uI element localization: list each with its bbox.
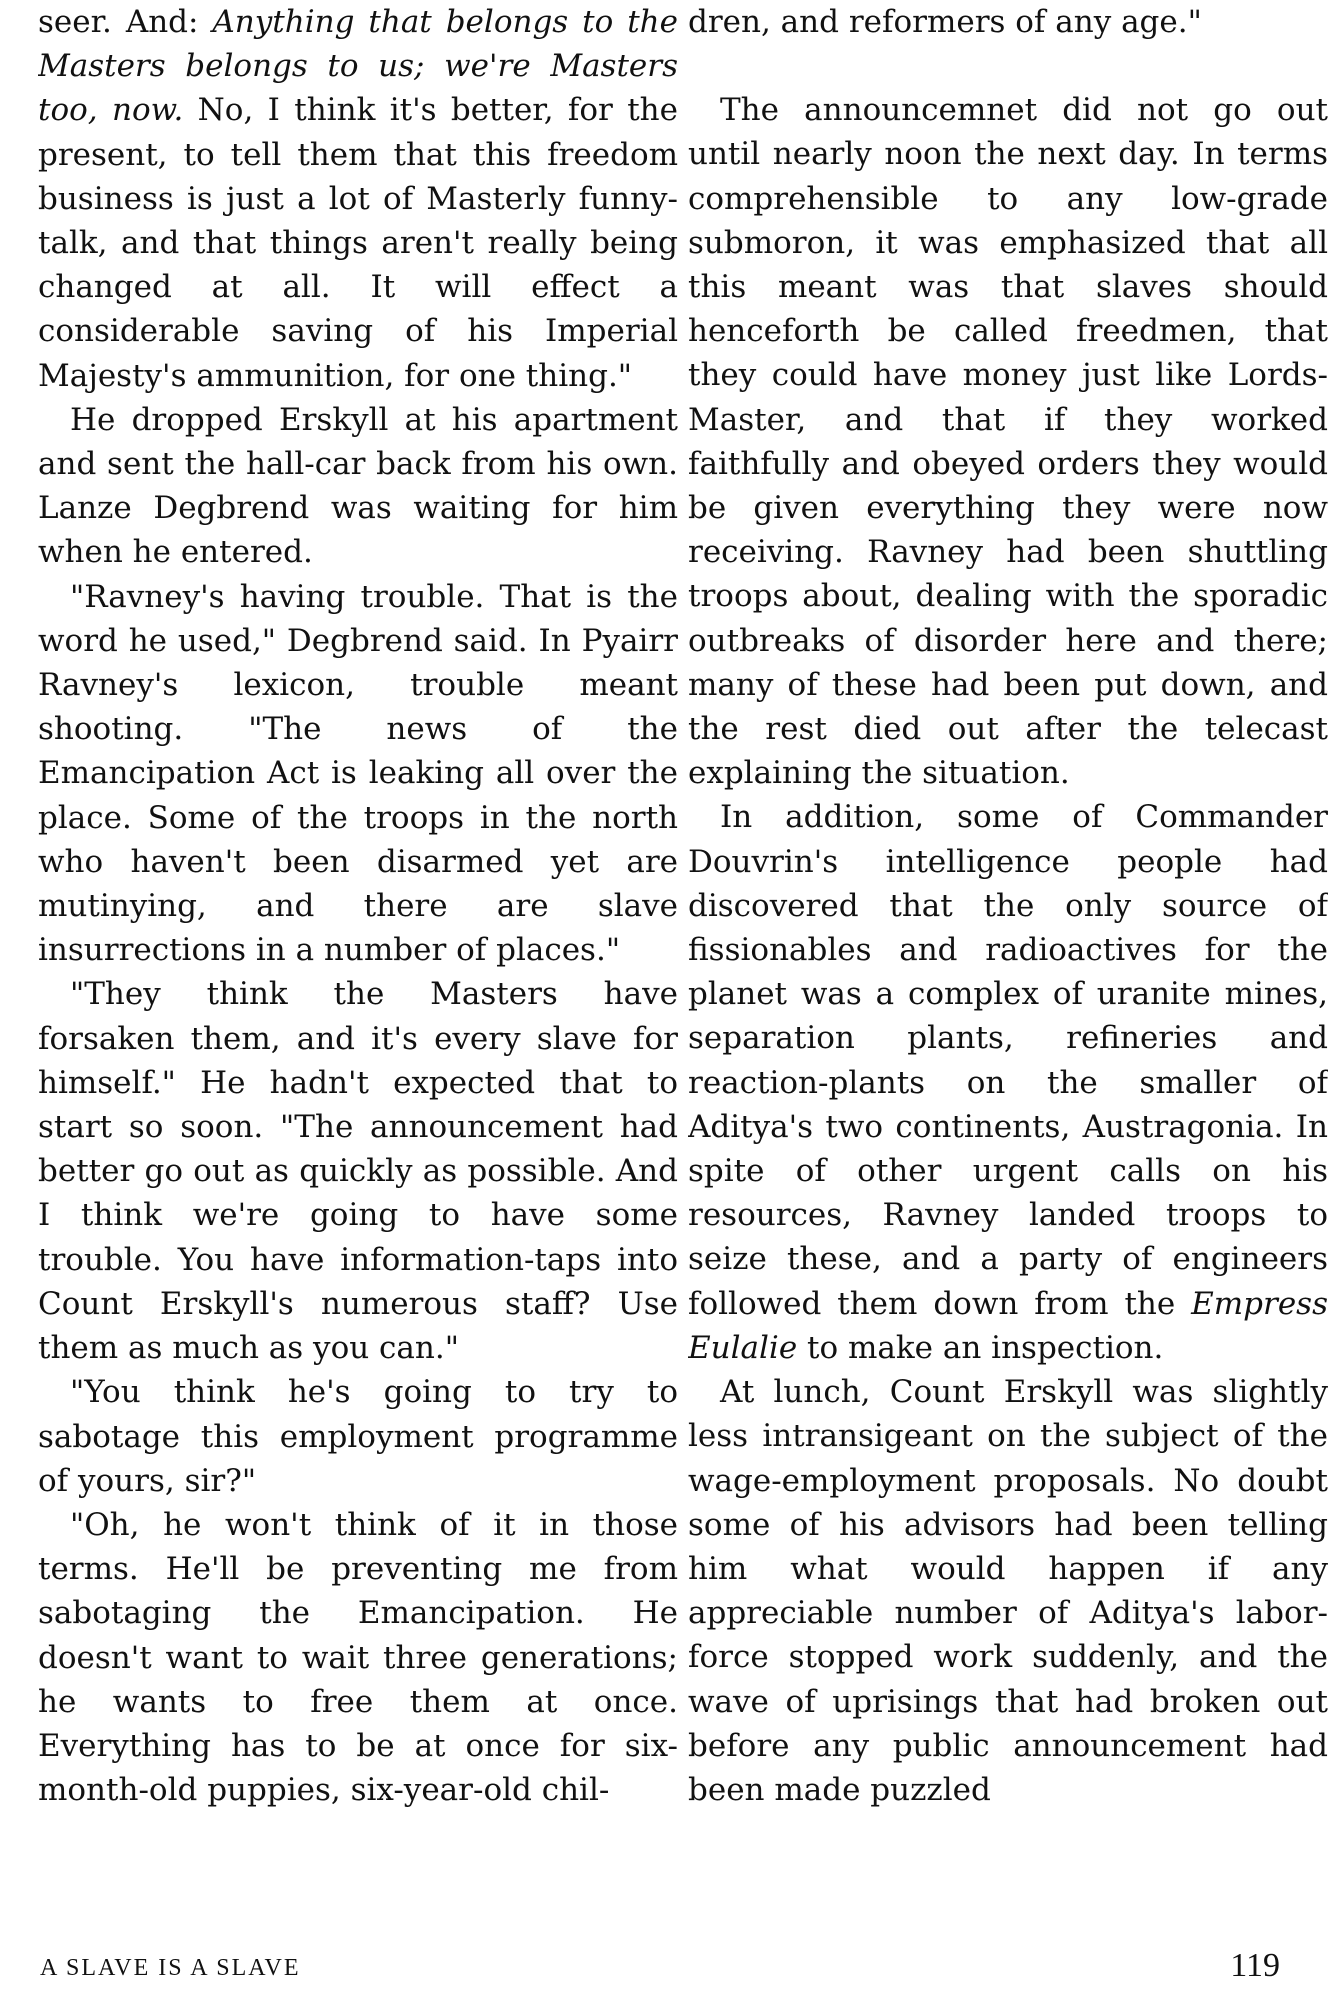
paragraph: "Ravney's having trouble. That is the word he used," Degbrend said. In Pyairr Ravney's lexicon, trouble meant shooting. "The news of the Emancipation Act is leaking all over the place. Some of the troops in the north who haven't been disarmed yet are mutinying, and there are slave insurrections in a number of places." — [38, 578, 678, 969]
paragraph: "They think the Masters have forsaken them, and it's every slave for himself." He hadn't expected that to start so soon. "The announcement had better go out as quickly as possible. And I think we're going to have some trouble. You have information-taps into Count Erskyll's numerous staff? Use them as much as you can." — [38, 976, 678, 1367]
right-column — [688, 0, 1328, 1935]
paragraph: He dropped Erskyll at his apartment and sent the hall-car back from his own. Lanze Degbrend was waiting for him when he entered. — [38, 401, 678, 571]
left-column — [38, 0, 678, 1935]
paragraph: At lunch, Count Erskyll was slightly less intransigeant on the subject of the wage-employment proposals. No doubt some of his advisors had been telling him what would happen if any appreciable number of Aditya's labor-force stopped work suddenly, and the wave of uprisings that had broken out before any public announcement had been made puzzled — [688, 1374, 1328, 1808]
paragraph: The announcemnet did not go out until nearly noon the next day. In terms comprehensible to any low-grade submoron, it was emphasized that all this meant was that slaves should henceforth be called freedmen, that they could have money just like Lords-Master, and that if they worked faithfully and obeyed orders they would be given everything they were now receiving. Ravney had been shuttling troops about, dealing with the sporadic outbreaks of disorder here and there; many of these had been put down, and the rest died out after the telecast explaining the situation. — [688, 92, 1328, 792]
italic-passage: Anything that belongs to the Masters belongs to us; we're Masters too, now. — [38, 4, 678, 129]
paragraph: "Oh, he won't think of it in those terms. He'll be preventing me from sabotaging the Emancipation. He doesn't want to wait three generations; he wants to free them at once. Everything has to be at once for six-month-old puppies, six-year-old chil- — [38, 1506, 678, 1809]
paragraph-rest: No, I think it's better, for the present, to tell them that this freedom business is just a lot of Masterly funny-talk, and that things aren't really being changed at all. It will effect a considerable saving of his Imperial Majesty's ammunition, for one thing." — [38, 92, 678, 394]
paragraph-lead: seer. And: — [38, 4, 213, 40]
paragraph — [38, 0, 678, 398]
running-head: A SLAVE IS A SLAVE — [40, 1955, 301, 1981]
paragraph: "You think he's going to try to sabotage this employment programme of yours, sir?" — [38, 1374, 678, 1499]
paragraph-text: In addition, some of Commander Douvrin's intelligence people had discovered that the only source of fissionables and radioactives for the planet was a complex of uranite mines, separation plants, refineries and reaction-plants on the smaller of Aditya's two continents, Austragonia. In spite of other urgent calls on his resources, Ravney landed troops to seize these, and a party of engineers followed them down from the — [688, 799, 1328, 1322]
paragraph — [688, 795, 1328, 1370]
paragraph: dren, and reformers of any age." — [688, 4, 1202, 40]
ship-name: Empress Eulalie — [688, 1285, 1328, 1366]
paragraph-end: to make an inspection. — [797, 1329, 1164, 1366]
page-number: 119 — [1230, 1947, 1280, 1984]
page-footer — [40, 1947, 1300, 1995]
